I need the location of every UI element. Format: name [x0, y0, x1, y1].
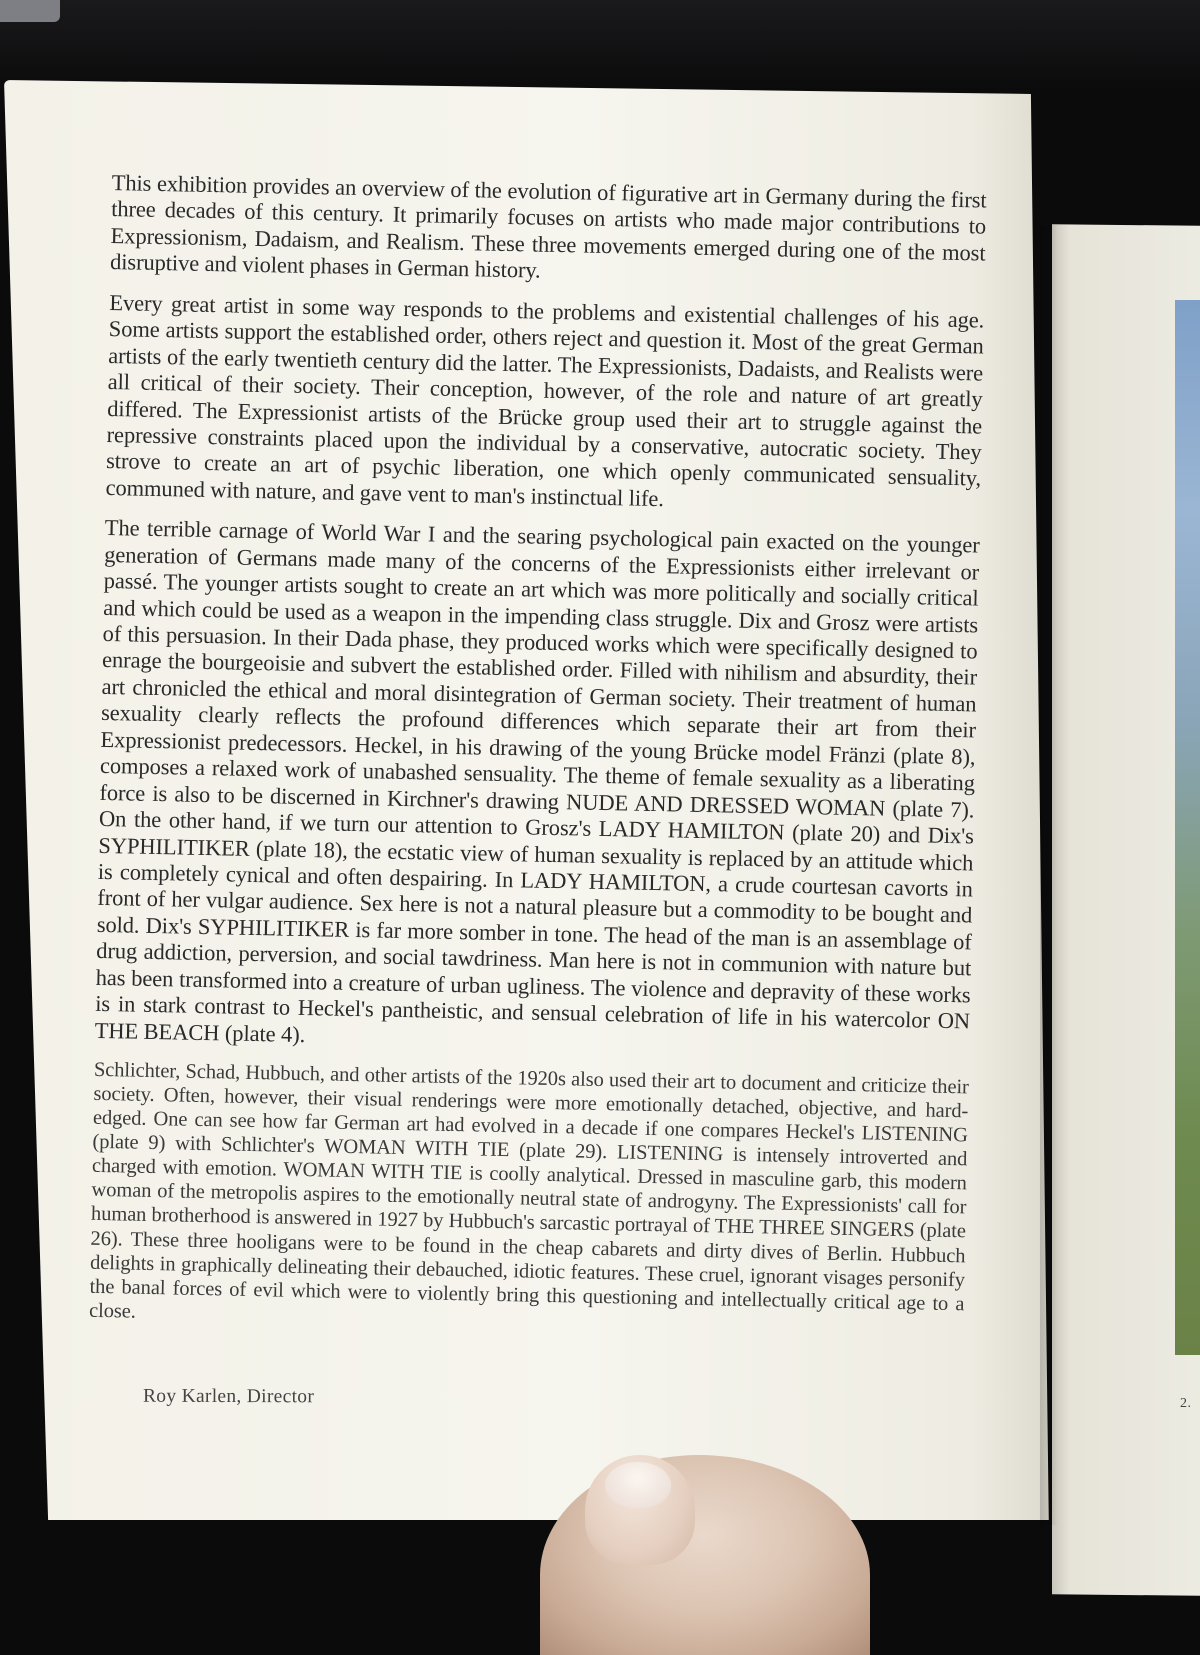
paragraph-expressionism: Every great artist in some way responds to the problems and existential challenges of his age. Some artists support the established order, others reject and question it. Most of the great German artists of the early twentieth century did the latter. The Expressionists, Dadaists, and Realists were all critical of their society. Their conception, however, of the role and nature of art greatly differed. The Expressionist artists of the Brücke group used their art to struggle against the repressive constraints placed upon the individual by a conservative, autocratic society. They strove to create an art of psychic liberation, one which openly communicated sensuality, communed with nature, and gave vent to man's instinctual life. [105, 289, 985, 511]
paragraph-dada: The terrible carnage of World War I and the searing psychological pain exacted on the younger generation of Germans made many of the concerns of the Expressionists either irrelevant or passé. The younger artists sought to create an art which was more politically and socially critical and which could be used as a weapon in the impending class struggle. Dix and Grosz were artists of this persuasion. In their Dada phase, they produced works which were specifically designed to enrage the bourgeoisie and subvert the established order. Filled with nihilism and absurdity, their art chronicled the ethical and moral disintegration of German society. Their treatment of human sexuality clearly reflects the profound differences which separate their art from their Expressionist predecessors. Heckel, in his drawing of the young Brücke model Fränzi (plate 8), composes a relaxed work of unabashed sensuality. The theme of female sexuality as a liberating force is also to be discerned in Kirchner's drawing NUDE AND DRESSED WOMAN (plate 7). On the other hand, if we turn our attention to Grosz's LADY HAMILTON (plate 20) and Dix's SYPHILITIKER (plate 18), the ecstatic view of human sexuality is replaced by an attitude which is completely cynical and often despairing. In LADY HAMILTON, a crude courtesan cavorts in front of her vulgar audience. Sex here is not a natural pleasure but a commodity to be bought and sold. Dix's SYPHILITIKER is far more somber in tone. The head of the man is an assemblage of drug addiction, perversion, and social tawdriness. Man here is not in communion with nature but has been transformed into a creature of urban ugliness. The violence and depravity of these works is in stark contrast to Heckel's pantheistic, and sensual celebration of life in his watercolor ON THE BEACH (plate 4). [94, 515, 980, 1047]
plate-number: 2. [1180, 1396, 1192, 1411]
facing-page-plate-image [1175, 300, 1200, 1355]
author-signature: Roy Karlen, Director [142, 1385, 315, 1408]
essay-text [89, 170, 987, 1354]
paragraph-intro: This exhibition provides an overview of the evolution of figurative art in Germany during the first three decades of this century. It primarily focuses on artists who made major contributions to Expressionism, Dadaism, and Realism. These three movements emerged during one of the most disruptive and violent phases in German history. [109, 170, 987, 283]
page-gutter-shadow [1040, 225, 1058, 1525]
paragraph-realism: Schlichter, Schad, Hubbuch, and other artists of the 1920s also used their art to document and criticize their society. Often, however, their visual renderings were more emotionally detached, objective, and hard-edged. One can see how far German art had evolved in a decade if one compares Heckel's LISTENING (plate 9) with Schlichter's WOMAN WITH TIE (plate 29). LISTENING is intensely introverted and charged with emotion. WOMAN WITH TIE is coolly analytical. Dressed in masculine garb, this modern woman of the metropolis aspires to the emotionally neutral state of androgyny. The Expressionists' call for human brotherhood is answered in 1927 by Hubbuch's sarcastic portrayal of THE THREE SINGERS (plate 26). These three hooligans were to be found in the cheap cabarets and dirty dives of Berlin. Hubbuch delights in graphically delineating their debauched, idiotic features. These cruel, ignorant visages personify the banal forces of evil which were to violently bring this questioning and intellectually critical age to a close. [88, 1058, 969, 1323]
thumbnail [605, 1462, 671, 1508]
dark-background [0, 0, 1200, 90]
background-object [0, 0, 60, 22]
